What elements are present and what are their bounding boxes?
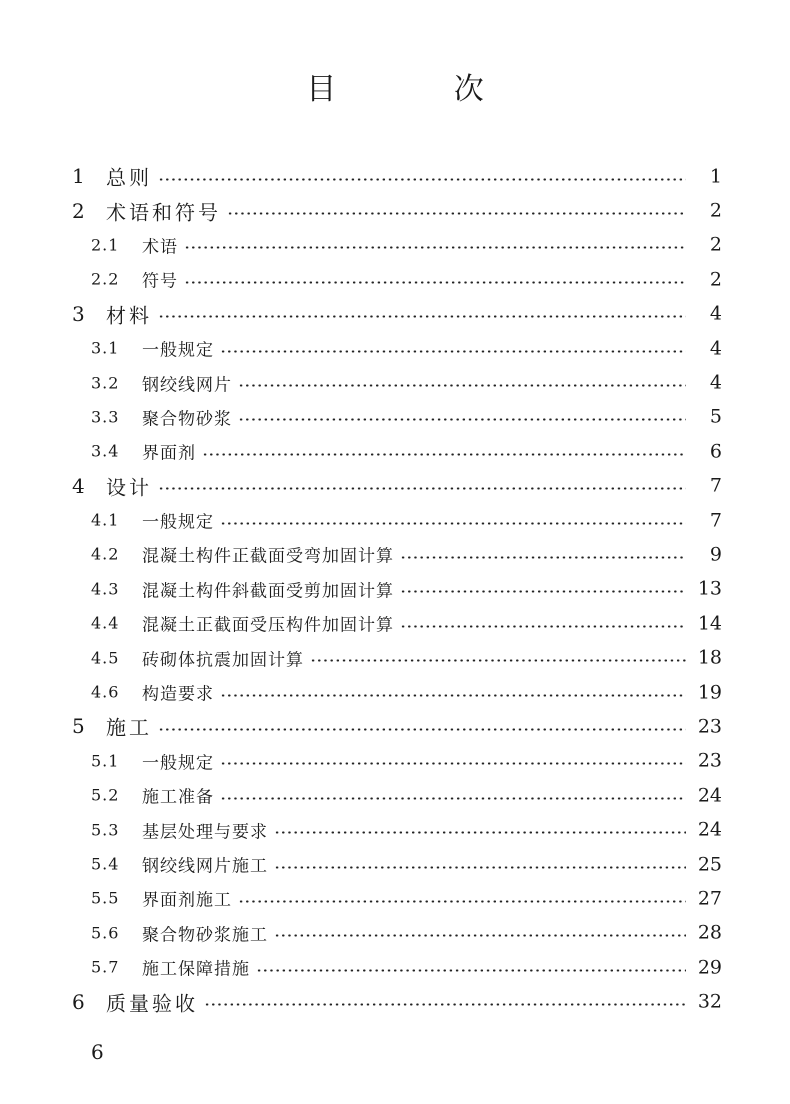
toc-entry-page: 29 — [697, 956, 722, 979]
toc-entry-number: 4.2 — [91, 544, 120, 564]
dot-leader — [158, 488, 686, 490]
dot-leader — [202, 453, 686, 455]
toc-entry-line — [106, 987, 722, 1016]
toc-entry-title: 钢绞线网片施工 — [142, 856, 268, 877]
toc-entry-title: 设计 — [106, 475, 152, 500]
toc-entry-page: 6 — [709, 440, 722, 463]
dot-leader — [400, 625, 686, 627]
dot-leader — [274, 935, 686, 937]
toc-entry-page: 7 — [709, 474, 722, 497]
toc-entry-title: 钢绞线网片 — [142, 375, 232, 396]
toc-chapter-entry — [0, 709, 790, 743]
toc-entry-line — [142, 920, 722, 945]
toc-entry-title: 混凝土构件正截面受弯加固计算 — [142, 546, 394, 567]
toc-entry-line — [142, 267, 722, 292]
toc-entry-page: 19 — [697, 681, 722, 704]
toc-entry-title: 材料 — [106, 303, 152, 328]
toc-section-entry — [0, 881, 790, 915]
toc-entry-number: 5 — [72, 714, 85, 739]
toc-entry-title: 施工准备 — [142, 787, 214, 808]
toc-entry-line — [142, 336, 722, 361]
toc-section-entry — [0, 400, 790, 434]
toc-entry-page: 1 — [709, 165, 722, 188]
toc-section-entry — [0, 950, 790, 984]
toc-entry-line — [142, 680, 722, 705]
toc-entry-number: 5.3 — [91, 820, 120, 840]
toc-section-entry — [0, 262, 790, 296]
toc-entry-line — [142, 817, 722, 842]
toc-entry-line — [142, 645, 722, 670]
toc-chapter-entry — [0, 159, 790, 193]
toc-entry-number: 4 — [72, 473, 85, 498]
toc-section-entry — [0, 365, 790, 399]
dot-leader — [274, 866, 686, 868]
toc-section-entry — [0, 847, 790, 881]
toc-entry-page: 5 — [709, 405, 722, 428]
dot-leader — [184, 281, 686, 283]
toc-entry-page: 24 — [697, 818, 722, 841]
toc-entry-title: 质量验收 — [106, 991, 198, 1016]
toc-entry-page: 2 — [709, 268, 722, 291]
toc-section-entry — [0, 434, 790, 468]
toc-section-entry — [0, 537, 790, 571]
toc-entry-page: 24 — [697, 784, 722, 807]
toc-entry-page: 4 — [709, 302, 722, 325]
dot-leader — [220, 763, 686, 765]
toc-entry-title: 一般规定 — [142, 340, 214, 361]
footer-page-number: 6 — [91, 1040, 104, 1064]
toc-entry-line — [142, 748, 722, 773]
toc-entry-page: 14 — [697, 612, 722, 635]
dot-leader — [310, 660, 686, 662]
toc-entry-line — [142, 611, 722, 636]
toc-section-entry — [0, 778, 790, 812]
toc-entry-title: 砖砌体抗震加固计算 — [142, 650, 304, 671]
toc-entry-line — [142, 783, 722, 808]
toc-entry-line — [142, 232, 722, 257]
toc-entry-title: 构造要求 — [142, 684, 214, 705]
dot-leader — [256, 969, 686, 971]
toc-entry-number: 5.6 — [91, 923, 120, 943]
toc-entry-page: 9 — [709, 543, 722, 566]
toc-entry-number: 5.1 — [91, 751, 120, 771]
toc-entry-line — [106, 299, 722, 328]
toc-section-entry — [0, 640, 790, 674]
toc-entry-title: 施工 — [106, 715, 152, 740]
toc-entry-number: 3.2 — [91, 373, 120, 393]
dot-leader — [158, 316, 686, 318]
toc-entry-title: 总则 — [106, 165, 152, 190]
toc-entry-line — [142, 852, 722, 877]
toc-entry-line — [106, 712, 722, 741]
dot-leader — [400, 556, 686, 558]
table-of-contents — [0, 159, 790, 1019]
toc-section-entry — [0, 228, 790, 262]
toc-chapter-entry — [0, 469, 790, 503]
toc-entry-number: 4.4 — [91, 613, 120, 633]
toc-entry-title: 术语 — [142, 237, 178, 258]
toc-entry-line — [142, 508, 722, 533]
toc-entry-page: 28 — [697, 921, 722, 944]
toc-section-entry — [0, 606, 790, 640]
toc-entry-page: 27 — [697, 887, 722, 910]
dot-leader — [274, 832, 686, 834]
toc-entry-page: 2 — [709, 199, 722, 222]
toc-entry-line — [142, 439, 722, 464]
toc-entry-line — [106, 162, 722, 191]
toc-entry-number: 4.1 — [91, 510, 120, 530]
dot-leader — [220, 694, 686, 696]
toc-entry-page: 18 — [697, 646, 722, 669]
toc-entry-title: 基层处理与要求 — [142, 822, 268, 843]
toc-section-entry — [0, 503, 790, 537]
toc-entry-title: 一般规定 — [142, 753, 214, 774]
dot-leader — [158, 728, 686, 730]
toc-entry-number: 2 — [72, 198, 85, 223]
toc-section-entry — [0, 572, 790, 606]
toc-entry-page: 23 — [697, 715, 722, 738]
toc-entry-title: 符号 — [142, 271, 178, 292]
toc-entry-title: 界面剂施工 — [142, 890, 232, 911]
dot-leader — [400, 591, 686, 593]
toc-entry-title: 聚合物砂浆 — [142, 409, 232, 430]
toc-entry-page: 25 — [697, 853, 722, 875]
toc-entry-number: 2.1 — [91, 235, 120, 255]
toc-entry-line — [142, 955, 722, 980]
toc-entry-page: 2 — [709, 233, 722, 256]
toc-entry-number: 4.6 — [91, 682, 120, 702]
toc-entry-number: 2.2 — [91, 269, 120, 289]
toc-entry-number: 4.3 — [91, 579, 120, 599]
toc-entry-number: 5.2 — [91, 785, 120, 805]
toc-entry-title: 混凝土正截面受压构件加固计算 — [142, 615, 394, 636]
toc-entry-page: 32 — [697, 990, 722, 1013]
dot-leader — [227, 213, 686, 215]
page-title: 目 次 — [306, 72, 538, 107]
toc-entry-number: 3.4 — [91, 441, 120, 461]
toc-entry-number: 4.5 — [91, 648, 120, 668]
toc-entry-page: 7 — [709, 509, 722, 532]
toc-section-entry — [0, 812, 790, 846]
dot-leader — [184, 247, 686, 249]
dot-leader — [220, 522, 686, 524]
dot-leader — [220, 350, 686, 352]
dot-leader — [238, 419, 686, 421]
toc-entry-line — [106, 196, 722, 225]
dot-leader — [238, 900, 686, 902]
toc-entry-number: 5.5 — [91, 888, 120, 908]
toc-entry-line — [142, 370, 722, 395]
toc-entry-line — [142, 576, 722, 601]
toc-entry-page: 23 — [697, 749, 722, 772]
toc-entry-line — [142, 886, 722, 911]
toc-entry-number: 3.3 — [91, 407, 120, 427]
toc-entry-page: 4 — [709, 337, 722, 360]
toc-entry-title: 施工保障措施 — [142, 959, 250, 980]
toc-chapter-entry — [0, 297, 790, 331]
toc-entry-title: 一般规定 — [142, 512, 214, 533]
toc-section-entry — [0, 744, 790, 778]
toc-entry-number: 3 — [72, 301, 85, 326]
toc-section-entry — [0, 916, 790, 950]
toc-entry-number: 6 — [72, 989, 85, 1014]
dot-leader — [220, 797, 686, 799]
toc-entry-number: 5.7 — [91, 957, 120, 977]
toc-entry-number: 5.4 — [91, 854, 120, 874]
toc-entry-page: 4 — [709, 371, 722, 394]
dot-leader — [238, 385, 686, 387]
toc-entry-number: 3.1 — [91, 338, 120, 358]
toc-entry-line — [142, 542, 722, 567]
dot-leader — [158, 178, 686, 180]
dot-leader — [204, 1004, 686, 1006]
toc-section-entry — [0, 331, 790, 365]
toc-chapter-entry — [0, 193, 790, 227]
toc-entry-page: 13 — [697, 577, 722, 600]
toc-section-entry — [0, 675, 790, 709]
toc-entry-title: 聚合物砂浆施工 — [142, 925, 268, 946]
toc-entry-title: 界面剂 — [142, 443, 196, 464]
toc-entry-title: 术语和符号 — [106, 200, 221, 225]
toc-entry-line — [106, 471, 722, 500]
toc-chapter-entry — [0, 984, 790, 1018]
toc-entry-title: 混凝土构件斜截面受剪加固计算 — [142, 581, 394, 602]
toc-entry-number: 1 — [72, 164, 85, 189]
toc-entry-line — [142, 404, 722, 429]
